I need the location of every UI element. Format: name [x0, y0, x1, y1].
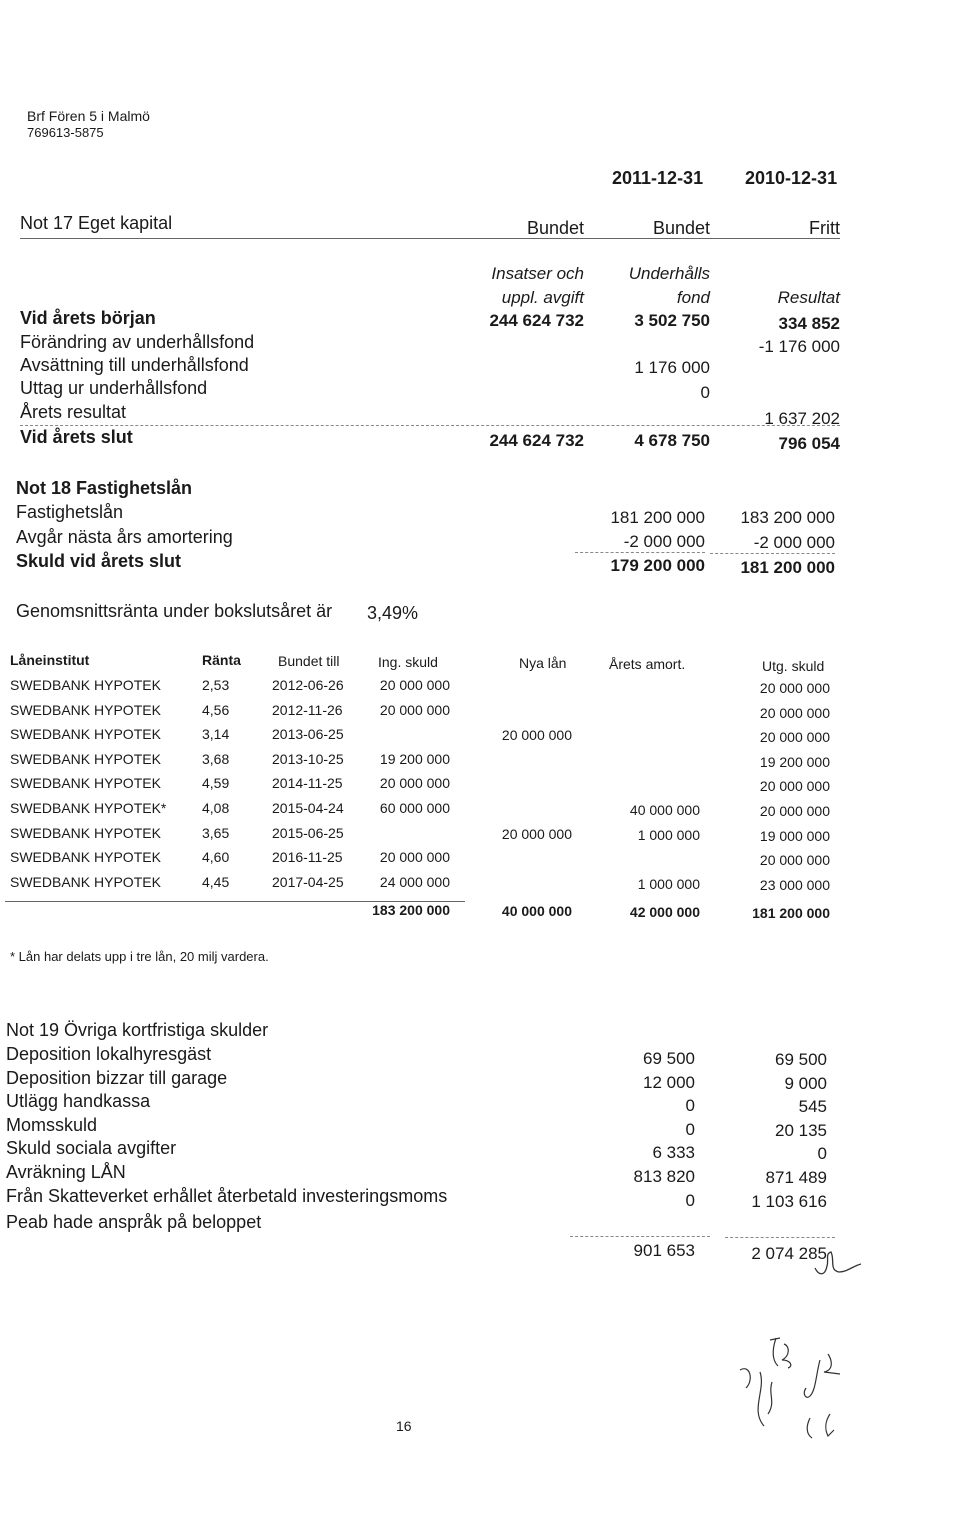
- loan-nya-lan: 20 000 000: [501, 727, 572, 744]
- loan-header-bound: Bundet till: [278, 653, 340, 669]
- loan-utg-skuld: 20 000 000: [759, 803, 830, 819]
- loan-institute: SWEDBANK HYPOTEK: [10, 750, 161, 767]
- note18-row-v2: 183 200 000: [740, 508, 835, 527]
- loan-institute: SWEDBANK HYPOTEK: [10, 677, 161, 693]
- loan-institute: SWEDBANK HYPOTEK*: [10, 800, 167, 816]
- loan-utg-skuld: 23 000 000: [759, 876, 830, 893]
- loan-nya-lan: 20 000 000: [501, 825, 572, 842]
- note19-row-v2: 69 500: [775, 1050, 827, 1069]
- loan-header-rate: Ränta: [202, 652, 241, 668]
- note17-row-c3: -1 176 000: [758, 337, 840, 356]
- note17-col-header-3: Fritt: [809, 218, 840, 238]
- note17-sum-line: [20, 425, 840, 426]
- note17-row-c3: 334 852: [778, 314, 840, 333]
- loan-total-nya: 40 000 000: [501, 903, 572, 919]
- loan-utg-skuld: 20 000 000: [759, 852, 830, 869]
- loan-utg-skuld: 19 000 000: [759, 827, 830, 844]
- note17-sub-c2-l2: fond: [676, 288, 710, 307]
- note18-row-v1: 181 200 000: [610, 508, 705, 527]
- note17-sub-c2-l1: Underhålls: [628, 264, 710, 283]
- note19-row-v2: 1 103 616: [751, 1191, 827, 1211]
- note18-row-label: Avgår nästa års amortering: [16, 527, 233, 547]
- loan-amort: 1 000 000: [637, 875, 700, 892]
- loan-bound-until: 2012-06-26: [272, 677, 344, 693]
- loan-amort: 1 000 000: [637, 826, 700, 843]
- loan-ing-skuld: 20 000 000: [379, 677, 450, 693]
- loan-utg-skuld: 20 000 000: [759, 680, 830, 696]
- loan-header-ing: Ing. skuld: [378, 654, 438, 670]
- loan-ing-skuld: 20 000 000: [379, 701, 450, 718]
- note19-row-v2: 545: [798, 1097, 827, 1117]
- note17-row-label: Uttag ur underhållsfond: [20, 378, 208, 398]
- note18-row-v2: -2 000 000: [753, 533, 835, 552]
- loan-bound-until: 2014-11-25: [272, 775, 343, 792]
- note19-row-v1: 0: [685, 1119, 695, 1139]
- loan-ing-skuld: 20 000 000: [379, 775, 450, 792]
- note18-row-v1: -2 000 000: [623, 532, 705, 551]
- note19-row-label: Momsskuld: [6, 1114, 98, 1135]
- note19-row-label: Deposition lokalhyresgäst: [6, 1044, 212, 1064]
- note17-row-label: Avsättning till underhållsfond: [20, 355, 249, 375]
- note17-sub-c1-l2: uppl. avgift: [501, 288, 584, 307]
- note18-row-v2: 181 200 000: [740, 558, 835, 577]
- handwritten-signature-mark: [720, 1330, 870, 1450]
- loan-utg-skuld: 20 000 000: [759, 729, 830, 746]
- note19-row-v1: 0: [685, 1096, 695, 1116]
- note17-sub-c1-l1: Insatser och: [491, 264, 584, 283]
- loan-institute: SWEDBANK HYPOTEK: [10, 824, 161, 841]
- note19-total-v2: 2 074 285: [751, 1244, 827, 1263]
- note17-row-label: Vid årets slut: [20, 427, 133, 447]
- note17-row-c2: 0: [700, 383, 710, 402]
- note19-row-label: Deposition bizzar till garage: [6, 1067, 228, 1088]
- loan-institute: SWEDBANK HYPOTEK: [10, 726, 161, 743]
- note19-row-label: Utlägg handkassa: [6, 1091, 151, 1112]
- note19-row-v2: 9 000: [784, 1073, 827, 1093]
- loan-total-utg: 181 200 000: [752, 905, 830, 921]
- date-col-1: 2011-12-31: [612, 168, 704, 188]
- note18-row-label: Skuld vid årets slut: [16, 551, 182, 571]
- note19-row-v1: 813 820: [633, 1167, 695, 1186]
- loan-utg-skuld: 20 000 000: [759, 778, 830, 795]
- org-name: Brf Fören 5 i Malmö: [27, 108, 150, 124]
- note19-sum-line-1: [570, 1236, 710, 1237]
- page-number: 16: [396, 1418, 412, 1434]
- loan-amort: 40 000 000: [629, 802, 700, 818]
- note17-title: Not 17 Eget kapital: [20, 213, 173, 233]
- note17-row-c3: 1 637 202: [764, 409, 840, 428]
- note17-row-label: Förändring av underhållsfond: [20, 332, 255, 352]
- note18-title: Not 18 Fastighetslån: [16, 478, 193, 498]
- loan-ing-skuld: 19 200 000: [379, 750, 450, 767]
- loan-institute: SWEDBANK HYPOTEK: [10, 873, 161, 890]
- note18-row-v1: 179 200 000: [610, 556, 705, 575]
- loan-institute: SWEDBANK HYPOTEK: [10, 775, 161, 792]
- note19-row-v1: 6 333: [652, 1143, 695, 1163]
- interest-value: 3,49%: [367, 603, 419, 623]
- note19-total-v1: 901 653: [633, 1241, 695, 1260]
- loan-institute: SWEDBANK HYPOTEK: [10, 849, 161, 866]
- note19-row-v2: 20 135: [775, 1120, 827, 1140]
- note19-row-v1: 0: [685, 1190, 695, 1210]
- loan-utg-skuld: 19 200 000: [759, 753, 830, 770]
- loan-rate: 4,08: [202, 800, 230, 816]
- loan-institute: SWEDBANK HYPOTEK: [10, 701, 161, 718]
- loan-rate: 3,65: [202, 824, 230, 841]
- note18-sum-line-1: [575, 552, 705, 553]
- loan-bound-until: 2017-04-25: [272, 873, 344, 890]
- note18-sum-line-2: [710, 553, 835, 554]
- loan-header-nya: Nya lån: [519, 655, 567, 671]
- loan-ing-skuld: 20 000 000: [379, 849, 450, 866]
- loan-bound-until: 2013-10-25: [272, 750, 344, 767]
- note17-row-c2: 4 678 750: [634, 431, 710, 450]
- loan-ing-skuld: 60 000 000: [379, 800, 450, 816]
- loan-bound-until: 2012-11-26: [272, 701, 343, 718]
- loan-total-amort: 42 000 000: [629, 904, 700, 920]
- note19-title: Not 19 Övriga kortfristiga skulder: [6, 1020, 269, 1040]
- date-col-2: 2010-12-31: [745, 168, 838, 188]
- loan-header-utg: Utg. skuld: [762, 658, 825, 674]
- loan-bound-until: 2016-11-25: [272, 849, 343, 866]
- note19-row-label: Från Skatteverket erhållet återbetald investeringsmoms: [6, 1185, 448, 1206]
- loan-rate: 3,68: [202, 750, 230, 767]
- loan-total-ing: 183 200 000: [372, 902, 450, 918]
- loan-bound-until: 2015-06-25: [272, 824, 344, 841]
- loan-bound-until: 2013-06-25: [272, 726, 344, 743]
- loan-rate: 4,60: [202, 849, 230, 866]
- note17-row-label: Vid årets början: [20, 308, 156, 328]
- note17-row-c2: 3 502 750: [634, 311, 710, 330]
- loan-header-amort: Årets amort.: [609, 656, 686, 672]
- note17-row-c1: 244 624 732: [489, 311, 584, 330]
- note17-row-c3: 796 054: [778, 434, 840, 453]
- note17-sub-c3-l2: Resultat: [777, 288, 840, 307]
- loan-rate: 2,53: [202, 677, 230, 693]
- loan-rate: 3,14: [202, 726, 230, 743]
- note17-row-label: Årets resultat: [20, 402, 127, 422]
- note17-row-c1: 244 624 732: [489, 431, 584, 450]
- note19-row-v1: 12 000: [643, 1072, 695, 1092]
- loan-footnote: * Lån har delats upp i tre lån, 20 milj vardera.: [10, 949, 269, 964]
- loan-ing-skuld: 24 000 000: [379, 873, 450, 890]
- loan-rate: 4,45: [202, 873, 230, 890]
- note19-row-label: Skuld sociala avgifter: [6, 1138, 177, 1159]
- interest-text: Genomsnittsränta under bokslutsåret är: [16, 601, 333, 621]
- note17-col-header-1: Bundet: [526, 218, 584, 238]
- note19-row-v2: 871 489: [765, 1168, 827, 1187]
- note19-extra-line: Peab hade anspråk på beloppet: [6, 1212, 262, 1232]
- org-number: 769613-5875: [27, 125, 104, 140]
- loan-rate: 4,56: [202, 701, 230, 718]
- note17-col-header-2: Bundet: [652, 218, 710, 238]
- note19-row-v1: 69 500: [643, 1049, 695, 1068]
- note19-row-label: Avräkning LÅN: [6, 1162, 126, 1182]
- loan-utg-skuld: 20 000 000: [759, 704, 830, 721]
- loan-header-institute: Låneinstitut: [10, 652, 90, 668]
- loan-bound-until: 2015-04-24: [272, 800, 344, 816]
- note17-row-c2: 1 176 000: [634, 358, 710, 377]
- note19-row-v2: 0: [817, 1144, 827, 1164]
- note18-row-label: Fastighetslån: [16, 502, 124, 522]
- handwritten-initials-mark: [805, 1230, 865, 1280]
- loan-rate: 4,59: [202, 775, 230, 792]
